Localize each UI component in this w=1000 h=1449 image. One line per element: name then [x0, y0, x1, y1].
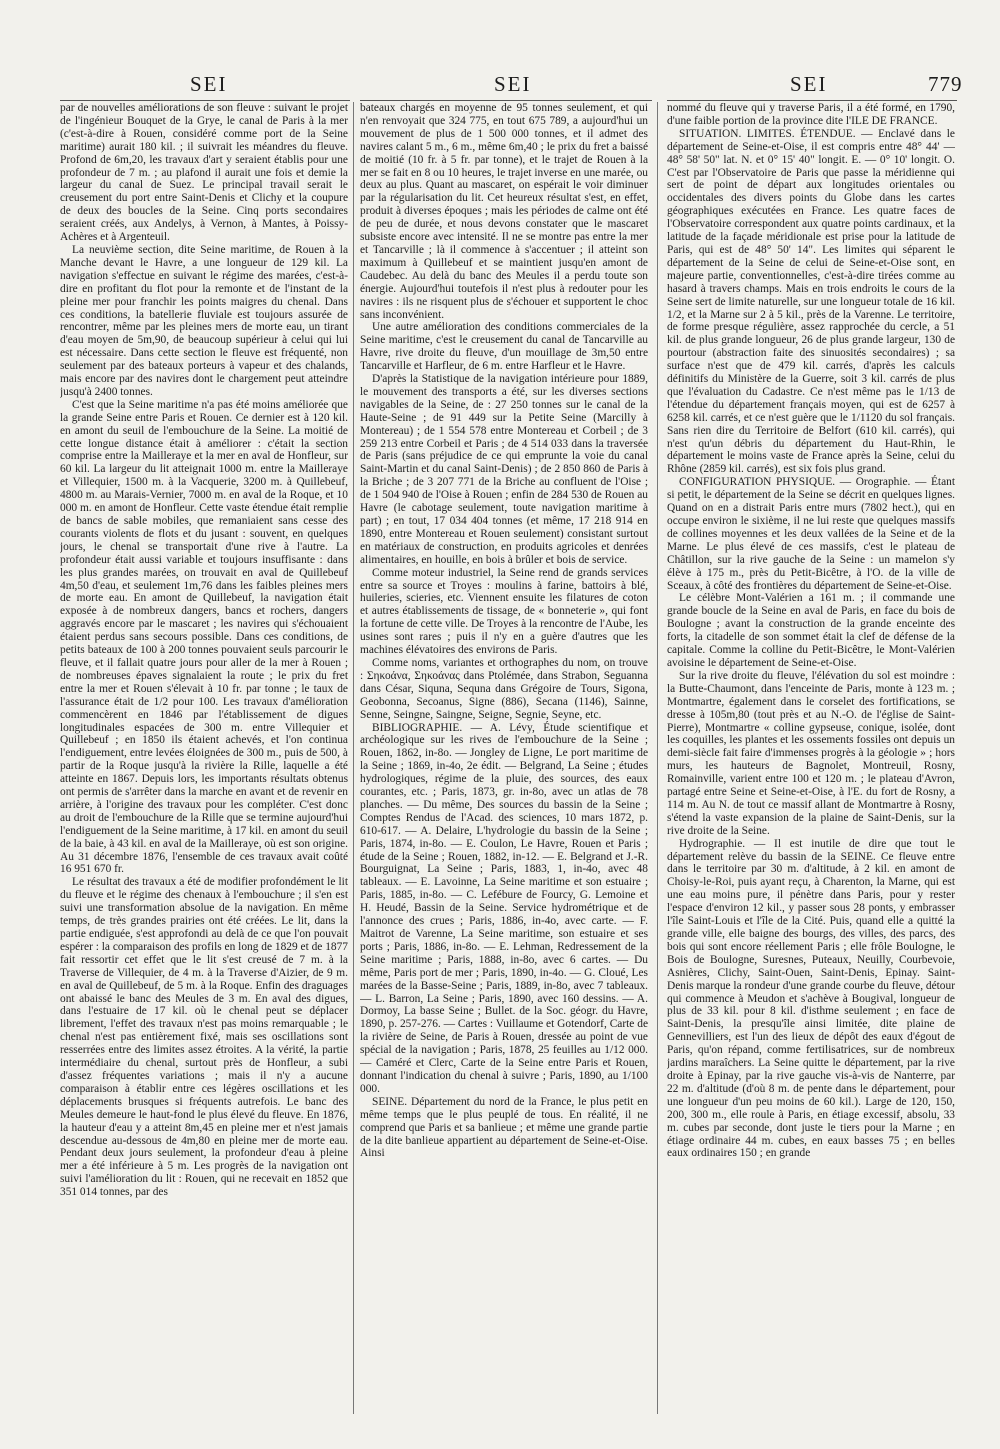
text-column-left [60, 102, 348, 1402]
paragraph: Hydrographie. — Il est inutile de dire que tout le département relève du bassin de la SEINE. Ce fleuve entre dans le territoire par 30 m. d'altitude, à 2 kil. en amont de Choisy-le-Roi, puis ayant reçu, à Charenton, la Marne, qui est une eau moins pure, il pénètre dans Paris, pour y rester l'espace d'environ 12 kil., y passer sous 28 ponts, y embrasser l'île Saint-Louis et l'île de la Cité. Puis, quand elle a quitté la grande ville, elle baigne des bourgs, des villes, des parcs, des bois qui sont encore réellement Paris ; elle frôle Boulogne, le Bois de Boulogne, Suresnes, Puteaux, Neuilly, Courbevoie, Asnières, Clichy, Saint-Ouen, Saint-Denis, Epinay. Saint-Denis marque la rondeur d'une grande courbe du fleuve, détour qui commence à Meudon et s'achève à Bougival, longueur de plus de 33 kil. pour 8 kil. d'isthme seulement ; en face de Saint-Denis, la presqu'île ainsi limitée, dite plaine de Gennevilliers, est l'un des lieux de dépôt des eaux d'égout de Paris, qu'on répand, comme fertilisatrices, sur de nombreux jardins maraîchers. La Seine quitte le département, par la rive droite à Epinay, par la rive gauche vis-à-vis de Nanterre, par 22 m. d'altitude (d'où 8 m. de pente dans le département, pour une longueur d'un peu moins de 60 kil.). Large de 120, 150, 200, 300 m., elle roule à Paris, en étiage excessif, absolu, 33 m. cubes par seconde, dont juste le tiers pour la Marne ; en étiage ordinaire 44 m. cubes, en eaux basses 75 ; en belles eaux ordinaires 150 ; en grande [667, 837, 955, 1160]
running-head-center: SEI [494, 72, 532, 96]
column-separator [657, 102, 658, 1414]
paragraph: bateaux chargés en moyenne de 95 tonnes seulement, et qui n'en renvoyait que 324 775, en tout 675 789, a aujourd'hui un mouvement de plus de 1 500 000 tonnes, et il admet des navires calant 5 m., 6 m., même 6m,40 ; le prix du fret a baissé de moitié (10 fr. à 5 fr. par tonne), et le trajet de Rouen à la mer se fait en 8 ou 10 heures, le trajet inverse en une marée, ou deux au plus. Quant au mascaret, on espérait le voir diminuer par la régularisation du lit. Cet heureux résultat s'est, en effet, produit à diverses époques ; mais les périodes de calme ont été de peu de durée, et nous devons constater que le mascaret subsiste encore avec intensité. Il ne se montre pas entre la mer et Tancarville ; là il commence à s'accentuer ; il atteint son maximum à Quillebeuf et se maintient jusqu'en amont de Caudebec. Au delà du banc des Meules il a perdu toute son énergie. Aujourd'hui toutefois il n'est plus à redouter pour les navires : ils ne risquent plus de s'échouer et supportent le choc sans inconvénient. [360, 102, 648, 321]
paragraph: Sur la rive droite du fleuve, l'élévation du sol est moindre : la Butte-Chaumont, dans l'enceinte de Paris, monte à 123 m. ; Montmartre, également dans le corselet des fortifications, se dresse à 105m,80 (tout près et au N.-O. de l'église de Saint-Pierre), Montmartre « colline gypseuse, conique, isolée, dont les coquilles, les plantes et les ossements fossiles ont depuis un demi-siècle fait faire d'immenses progrès à la géologie » ; hors murs, les hauteurs de Bagnolet, Montreuil, Rosny, Romainville, varient entre 100 et 120 m. ; le plateau d'Avron, partagé entre Seine et Seine-et-Oise, à l'E. du fort de Rosny, a 114 m. Au N. de tout ce massif allant de Montmartre à Rosny, s'étend la vaste expansion de la plaine de Saint-Denis, sur la rive droite de la Seine. [667, 669, 955, 837]
paragraph: D'après la Statistique de la navigation intérieure pour 1889, le mouvement des transports a été, sur les diverses sections navigables de la Seine, de : 27 250 tonnes sur le canal de la Haute-Seine ; de 91 449 sur la Petite Seine (Marcilly à Montereau) ; de 1 554 578 entre Montereau et Corbeil ; de 3 259 213 entre Corbeil et Paris ; de 4 514 033 dans la traversée de Paris (sans préjudice de ce qui emprunte la voie du canal Saint-Martin et du canal Saint-Denis) ; de 2 850 860 de Paris à la Briche ; de 3 207 771 de la Briche au confluent de l'Oise ; de 1 504 940 de l'Oise à Rouen ; enfin de 284 530 de Rouen au Havre (le cabotage seulement, toute navigation maritime à part) ; en tout, 17 034 404 tonnes (et même, 17 218 914 en 1890, entre Montereau et Rouen seulement) consistant surtout en matériaux de construction, en produits agricoles et denrées alimentaires, en houille, en bois à brûler et bois de service. [360, 373, 648, 566]
paragraph: Comme moteur industriel, la Seine rend de grands services entre sa source et Troyes : moulins à farine, battoirs à blé, huileries, scieries, etc. Viennent ensuite les filatures de coton et autres établissements de tissage, de « bonneterie », qui font la fortune de cette ville. De Troyes à la rencontre de l'Aube, les usines sont rares ; puis il n'y en a guère d'autres que les machines élévatoires des environs de Paris. [360, 566, 648, 657]
running-head-right: SEI [790, 72, 828, 96]
header-rule-left [60, 100, 350, 101]
paragraph: Comme noms, variantes et orthographes du nom, on trouve : Σηκοάνα, Σηκοάνας dans Ptolémée, dans Strabon, Seguanna dans César, Siquna, Sequna dans Grégoire de Tours, Sigona, Geobonna, Secoanus, Signe (886), Secana (1146), Sainne, Senne, Seingne, Saingne, Seigne, Segnie, Seyne, etc. [360, 656, 648, 721]
paragraph: SITUATION. LIMITES. ÉTENDUE. — Enclavé dans le département de Seine-et-Oise, il est compris entre 48° 44' — 48° 58' 50" lat. N. et 0° 15' 40" longit. E. — 0° 10' longit. O. C'est par l'Observatoire de Paris que passe la méridienne qui sert de point de départ aux longitudes orientales ou occidentales des divers points du Globe dans les cartes géographiques exécutées en France. Les quatre faces de l'Observatoire correspondent aux quatre points cardinaux, et la latitude de la façade méridionale est prise pour la latitude de Paris, qui est de 48° 50' 14". Les limites qui séparent le département de la Seine de celui de Seine-et-Oise sont, en majeure partie, conventionnelles, c'est-à-dire tirées comme au hasard à travers champs. Mais en trois endroits le cours de la Seine sert de limite naturelle, sur une longueur totale de 16 kil. 1/2, et la Marne sur 2 à 5 kil., près de la Varenne. Le territoire, de forme presque régulière, assez rapprochée du cercle, a 51 kil. de plus grande longueur, 26 de plus grande largeur, 130 de pourtour (abstraction faite des sinuosités secondaires) ; sa surface n'est que de 479 kil. carrés, d'après les calculs définitifs du Ministère de la Guerre, soit 3 kil. carrés de plus que l'évaluation du Cadastre. Ce n'est même pas le 1/13 de l'étendue du département français moyen, qui est de 6257 à 6258 kil. carrés, et ce n'est guère que le 1/1120 du sol français. Sans rien dire du Territoire de Belfort (610 kil. carrés), qui n'est qu'un débris du département du Haut-Rhin, le département le moins vaste de France après la Seine, celui du Rhône (2859 kil. carrés), est six fois plus grand. [667, 127, 955, 476]
paragraph: La neuvième section, dite Seine maritime, de Rouen à la Manche devant le Havre, a une longueur de 129 kil. La navigation s'effectue en suivant le régime des marées, c'est-à-dire en profitant du flot pour la remonte et de l'instant de la pleine mer pour franchir les points maigres du chenal. Dans ces conditions, la batellerie fluviale est toujours assurée de rencontrer, même par les pleines mers de morte eau, un tirant d'eau moyen de 5m,90, de beaucoup supérieur à celui qui lui est nécessaire. Dans cette section le fleuve est fréquenté, non seulement par des bateaux porteurs à vapeur et des chalands, mais encore par des navires dont le chargement peut atteindre jusqu'à 2400 tonnes. [60, 243, 348, 398]
text-column-right [667, 102, 955, 1402]
paragraph: Une autre amélioration des conditions commerciales de la Seine maritime, c'est le creusement du canal de Tancarville au Havre, rive droite du fleuve, d'un mouillage de 3m,50 entre Tancarville et Harfleur, de 6 m. entre Harfleur et le Havre. [360, 321, 648, 373]
paragraph: nommé du fleuve qui y traverse Paris, il a été formé, en 1790, d'une faible portion de la province dite l'ILE DE FRANCE. [667, 102, 955, 127]
page-number: 779 [928, 72, 963, 96]
page-header [0, 72, 1000, 100]
paragraph: Le célèbre Mont-Valérien a 161 m. ; il commande une grande boucle de la Seine en aval de Paris, en face du bois de Boulogne ; avant la construction de la grande enceinte des forts, la citadelle de son sommet était la clef de défense de la capitale. Comme la colline du Petit-Bicêtre, le Mont-Valérien avoisine le département de Seine-et-Oise. [667, 592, 955, 669]
bibliography-paragraph: BIBLIOGRAPHIE. — A. Lévy, Étude scientifique et archéologique sur les rives de l'embouchure de la Seine ; Rouen, 1862, in-8o. — Jongley de Ligne, Le port maritime de la Seine ; 1869, in-4o, 2e édit. — Belgrand, La Seine ; études hydrologiques, régime de la pluie, des sources, des eaux courantes, etc. ; Paris, 1873, gr. in-8o, avec un atlas de 78 planches. — Du même, Des sources du bassin de la Seine ; Comptes Rendus de l'Acad. des sciences, 10 mars 1872, p. 610-617. — A. Delaire, L'hydrologie du bassin de la Seine ; Paris, 1874, in-8o. — E. Coulon, Le Havre, Rouen et Paris ; étude de la Seine ; Rouen, 1882, in-12. — E. Belgrand et J.-R. Bourguignat, La Seine ; Paris, 1883, 1, in-4o, avec 48 tableaux. — E. Lavoinne, La Seine maritime et son estuaire ; Paris, 1885, in-8o. — C. Lefébure de Fourcy, G. Lemoine et H. Heudé, Bassin de la Seine. Service hydrométrique et de l'annonce des crues ; Paris, 1886, in-4o, avec carte. — F. Maitrot de Varenne, La Seine maritime, son estuaire et ses ports ; Paris, 1886, in-8o. — E. Lehman, Redressement de la Seine maritime ; Paris, 1888, in-8o, avec 6 cartes. — Du même, Paris port de mer ; Paris, 1890, in-4o. — G. Cloué, Les marées de la Basse-Seine ; Paris, 1889, in-8o, avec 7 tableaux. — L. Barron, La Seine ; Paris, 1890, avec 160 dessins. — A. Dormoy, La basse Seine ; Bullet. de la Soc. géogr. du Havre, 1890, p. 257-276. — Cartes : Vuillaume et Gotendorf, Carte de la rivière de Seine, de Paris à Rouen, dressée au point de vue spécial de la navigation ; Paris, 1878, 25 feuilles au 1/12 000. — Caméré et Clerc, Carte de la Seine entre Paris et Rouen, donnant l'indication du chenal à suivre ; Paris, 1890, au 1/100 000. [360, 721, 648, 1095]
paragraph: par de nouvelles améliorations de son fleuve : suivant le projet de l'ingénieur Bouquet de la Grye, le canal de Paris à la mer (c'est-à-dire à Rouen, considéré comme port de la Seine maritime) aurait 180 kil. ; il suivrait les méandres du fleuve. Profond de 6m,20, les travaux d'art y seraient établis pour une profondeur de 7 m. ; au plafond il aurait une fois et demie la largeur du canal de Suez. Le principal travail serait le creusement du port entre Saint-Denis et Clichy et la coupure de deux des boucles de la Seine. Cinq ports secondaires seraient créés, aux Andelys, à Vernon, à Mantes, à Poissy-Achères et à Argenteuil. [60, 102, 348, 244]
header-rule-right [667, 100, 957, 101]
column-separator [353, 102, 354, 1414]
seine-department-entry: SEINE. Département du nord de la France, le plus petit en même temps que le plus peuplé de tous. En réalité, il ne comprend que Paris et sa banlieue ; et même une grande partie de la dite banlieue appartient au département de Seine-et-Oise. Ainsi [360, 1095, 648, 1160]
paragraph: Le résultat des travaux a été de modifier profondément le lit du fleuve et le régime des chenaux à l'embouchure ; il s'en est suivi une transformation absolue de la navigation. En même temps, de très grandes prairies ont été créées. Le lit, dans la partie endiguée, s'est approfondi au delà de ce que l'on pouvait espérer : la comparaison des profils en long de 1829 et de 1877 fait ressortir cet effet que le lit s'est creusé de 7 m. à la Traverse de Villequier, de 4 m. à la Traverse d'Aizier, de 9 m. en aval de Quillebeuf, de 5 m. à la Roque. Enfin des draguages ont abaissé le banc des Meules de 3 m. En aval des digues, dans l'estuaire de 17 kil. où le chenal peut se déplacer librement, l'effet des travaux n'est pas moins remarquable ; le chenal n'est pas entièrement fixé, mais ses oscillations sont resserrées entre des limites assez étroites. A la vérité, la partie intermédiaire du chenal, surtout près de Honfleur, a subi d'assez fréquentes variations ; mais il n'y a aucune comparaison à établir entre ces légères oscillations et les déplacements brusques si fréquents autrefois. Le banc des Meules demeure le haut-fond le plus élevé du fleuve. En 1876, la hauteur d'eau y a atteint 8m,45 en pleine mer et n'est jamais descendue au-dessous de 4m,80 en pleine mer de morte eau. Pendant deux jours seulement, la profondeur d'eau à pleine mer a été inférieure à 5 m. Les progrès de la navigation ont suivi l'amélioration du lit : Rouen, qui ne recevait en 1852 que 351 014 tonnes, par des [60, 876, 348, 1199]
paragraph: C'est que la Seine maritime n'a pas été moins améliorée que la grande Seine entre Paris et Rouen. Ce dernier est à 120 kil. en amont du seuil de l'embouchure de la Seine. La moitié de cette longue distance était à améliorer : c'était la section comprise entre la Mailleraye et la mer en aval de Honfleur, sur 60 kil. La largeur du lit atteignait 1000 m. entre la Mailleraye et Villequier, 1500 m. à la Vacquerie, 3200 m. à Quillebeuf, 4800 m. au Marais-Vernier, 7000 m. en aval de la Roque, et 10 000 m. en amont de Honfleur. Cette vaste étendue était remplie de bancs de sable mobiles, que remaniaient sans cesse des courants violents de flots et du jusant : souvent, en quelques jours, le chenal se transportait d'une rive à l'autre. La profondeur était aussi variable et toujours insuffisante : dans les plus grandes marées, on trouvait en aval de Quillebeuf 4m,50 d'eau, et seulement 1m,76 dans les faibles pleines mers de morte eau. En amont de Quillebeuf, la navigation était exposée à de nombreux dangers, bancs et rochers, dangers aggravés encore par le mascaret ; les navires qui s'échouaient étaient perdus sans secours possible. Dans ces conditions, de petits bateaux de 100 à 200 tonnes pouvaient seuls parcourir le fleuve, et il fallait quatre jours pour aller de la mer à Rouen ; de nombreuses épaves signalaient la route ; le prix du fret entre la mer et Rouen s'élevait à 10 fr. par tonne ; le taux de l'assurance était de 1/2 pour 100. Les travaux d'amélioration commencèrent en 1846 par l'établissement de digues longitudinales espacées de 300 m. entre Villequier et Quillebeuf ; en 1850 ils étaient achevés, et l'on continua l'endiguement, entre levées éloignées de 300 m., puis de 500, à partir de la Roque jusqu'à la rivière la Rille, laquelle a été atteinte en 1867. Depuis lors, les importants résultats obtenus ont permis de s'arrêter dans la marche en avant et de revenir en arrière, à l'origine des travaux pour les compléter. C'est donc au droit de l'embouchure de la Rille que se termine aujourd'hui l'endiguement de la Seine maritime, à 17 kil. en amont du seuil de la baie, à 43 kil. en aval de la Mailleraye, où est son origine. Au 31 décembre 1876, l'ensemble de ces travaux avait coûté 16 951 670 fr. [60, 398, 348, 876]
paragraph: CONFIGURATION PHYSIQUE. — Orographie. — Étant si petit, le département de la Seine se décrit en quelques lignes. Quand on en a distrait Paris entre murs (7802 hect.), qui en occupe environ le sixième, il ne lui reste que quelques massifs de collines moyennes et les deux vallées de la Seine et de la Marne. Le plus élevé de ces massifs, c'est le plateau de Châtillon, sur la rive gauche de la Seine : un mamelon s'y élève à 175 m., près du Petit-Bicêtre, à l'O. de la ville de Sceaux, à côté des frontières du département de Seine-et-Oise. [667, 476, 955, 592]
header-rule-center [360, 100, 652, 101]
running-head-left: SEI [190, 72, 228, 96]
text-column-center [360, 102, 648, 1402]
